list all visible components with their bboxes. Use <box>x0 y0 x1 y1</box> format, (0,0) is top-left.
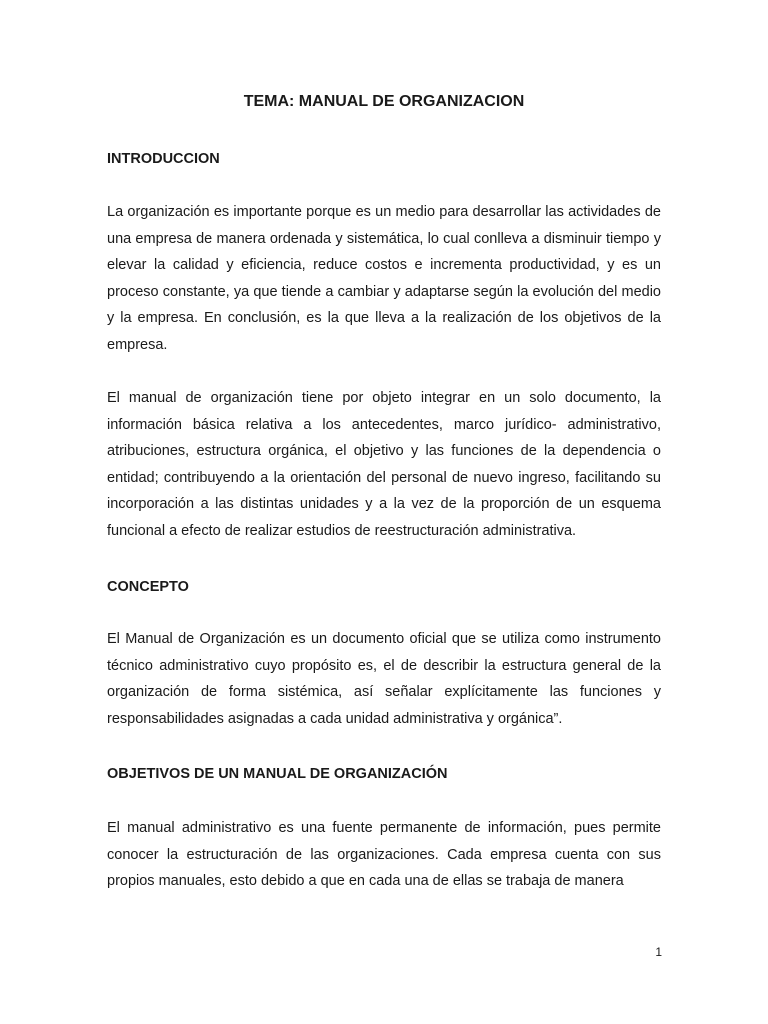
page-number: 1 <box>655 945 662 959</box>
paragraph-objetivos: El manual administrativo es una fuente permanente de información, pues permite conocer la estructuración de las organizaciones. Cada empresa cuenta con sus propios manuales, esto debido a que en cada una de ellas se trabaja de manera <box>107 820 661 890</box>
paragraph-introduccion-1: La organización es importante porque es un medio para desarrollar las actividades de una empresa de manera ordenada y sistemática, lo cual conlleva a disminuir tiempo y elevar la calidad y eficiencia, reduce costos e incrementa productividad, y es un proceso constante, ya que tiende a cambiar y adaptarse según la evolución del medio y la empresa. En conclusión, es la que lleva a la realización de los objetivos de la empresa. <box>107 204 661 353</box>
section-heading-objetivos: OBJETIVOS DE UN MANUAL DE ORGANIZACIÓN <box>107 766 448 782</box>
document-title: TEMA: MANUAL DE ORGANIZACION <box>243 93 525 110</box>
section-heading-concepto: CONCEPTO <box>107 579 189 595</box>
section-heading-introduccion: INTRODUCCION <box>107 151 220 167</box>
paragraph-concepto: El Manual de Organización es un documento oficial que se utiliza como instrumento técnico administrativo cuyo propósito es, el de describir la estructura general de la organización de forma sistémica, así señalar explícitamente las funciones y responsabilidades asignadas a cada unidad administrativa y orgánica”. <box>107 631 661 727</box>
paragraph-introduccion-2: El manual de organización tiene por objeto integrar en un solo documento, la información básica relativa a los antecedentes, marco jurídico- administrativo, atribuciones, estructura orgánica, el objetivo y las funciones de la dependencia o entidad; contribuyendo a la orientación del personal de nuevo ingreso, facilitando su incorporación a las distintas unidades y a la vez de la proporción de un esquema funcional a efecto de realizar estudios de reestructuración administrativa. <box>107 390 661 539</box>
